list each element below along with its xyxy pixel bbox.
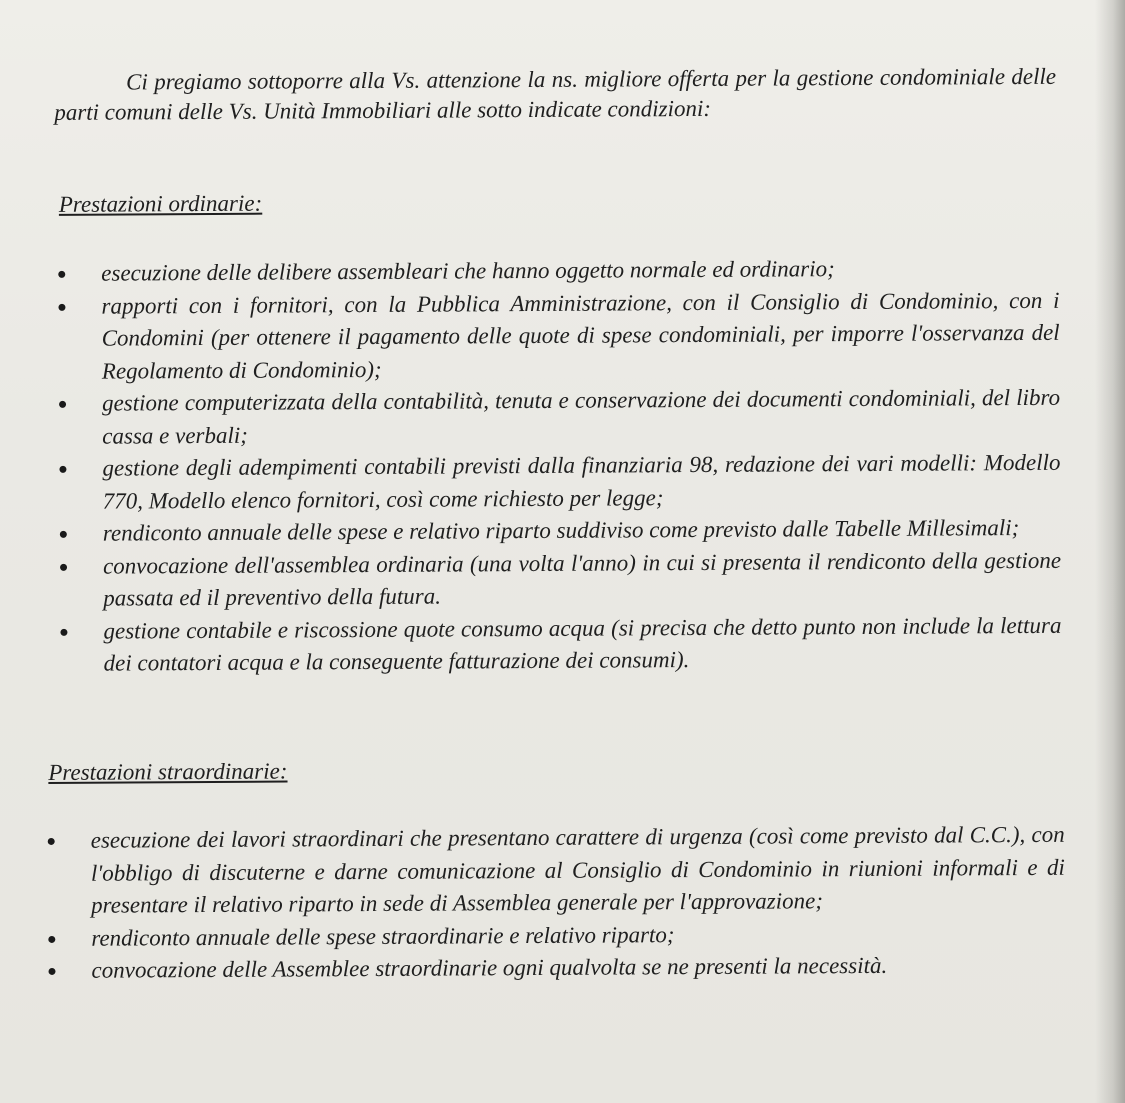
list-item-text: convocazione delle Assemblee straordinarie ogni qualvolta se ne presenti la necessità.: [91, 952, 888, 983]
list-item-text: rendiconto annuale delle spese e relativo riparto suddiviso come previsto dalle Tabelle Millesimali;: [102, 515, 1020, 546]
intro-paragraph: Ci pregiamo sottoporre alla Vs. attenzione la ns. migliore offerta per la gestione condominiale delle parti comuni delle Vs. Unità Immobiliari alle sotto indicate condizioni:: [54, 63, 1057, 125]
section-title-ordinarie: Prestazioni ordinarie:: [58, 190, 263, 217]
bullet-icon: [60, 628, 67, 635]
list-item: [57, 544, 1061, 615]
list-item: [45, 949, 1065, 988]
bullet-icon: [59, 466, 66, 473]
list-item-text: esecuzione delle delibere assembleari che hanno oggetto normale ed ordinario;: [101, 256, 835, 286]
bullet-icon: [48, 968, 55, 975]
bullet-icon: [48, 935, 55, 942]
bullet-icon: [59, 401, 66, 408]
bullet-icon: [58, 303, 65, 310]
document-body: [40, 62, 1070, 983]
list-item: [56, 447, 1060, 518]
list-item: [55, 284, 1060, 388]
list-item-text: gestione degli adempimenti contabili previsti dalla finanziaria 98, redazione dei vari modelli: Modello 770, Modello elenco fornitori, così come richiesto per legge;: [102, 449, 1061, 514]
page-edge-shadow: [1095, 0, 1125, 1103]
list-item-text: convocazione dell'assemblea ordinaria (una volta l'anno) in cui si presenta il rendiconto della gestione passata ed il preventivo della futura.: [102, 547, 1062, 611]
list-ordinarie: [55, 252, 1062, 681]
bullet-icon: [58, 271, 65, 278]
list-straordinarie: [45, 819, 1066, 988]
list-item-text: rapporti con i fornitori, con la Pubblica Amministrazione, con il Consiglio di Condominio, con i Condomini (per ottenere il pagamento delle quote di spese condominiali, per imporre l'osservanza del Regolamento di Condominio);: [101, 287, 1060, 384]
list-item: [57, 609, 1061, 680]
bullet-icon: [60, 531, 67, 538]
list-item: [56, 382, 1060, 453]
section-title-straordinarie: Prestazioni straordinarie:: [48, 758, 288, 785]
list-item-text: gestione contabile e riscossione quote consumo acqua (si precisa che detto punto non include la lettura dei contatori acqua e la conseguente fatturazione dei consumi).: [103, 612, 1062, 676]
list-item-text: esecuzione dei lavori straordinari che presentano carattere di urgenza (così come previsto dal C.C.), con l'obbligo di discuterne e darne comunicazione al Consiglio di Condominio in riunioni informali e di presentare il relativo riparto in sede di Assemblea generale per l'approvazione;: [90, 821, 1065, 918]
list-item: [45, 819, 1066, 923]
list-item-text: rendiconto annuale delle spese straordinarie e relativo riparto;: [91, 921, 675, 951]
bullet-icon: [60, 563, 67, 570]
bullet-icon: [48, 838, 55, 845]
list-item-text: gestione computerizzata della contabilità, tenuta e conservazione dei documenti condominiali, del libro cassa e verbali;: [101, 384, 1061, 449]
